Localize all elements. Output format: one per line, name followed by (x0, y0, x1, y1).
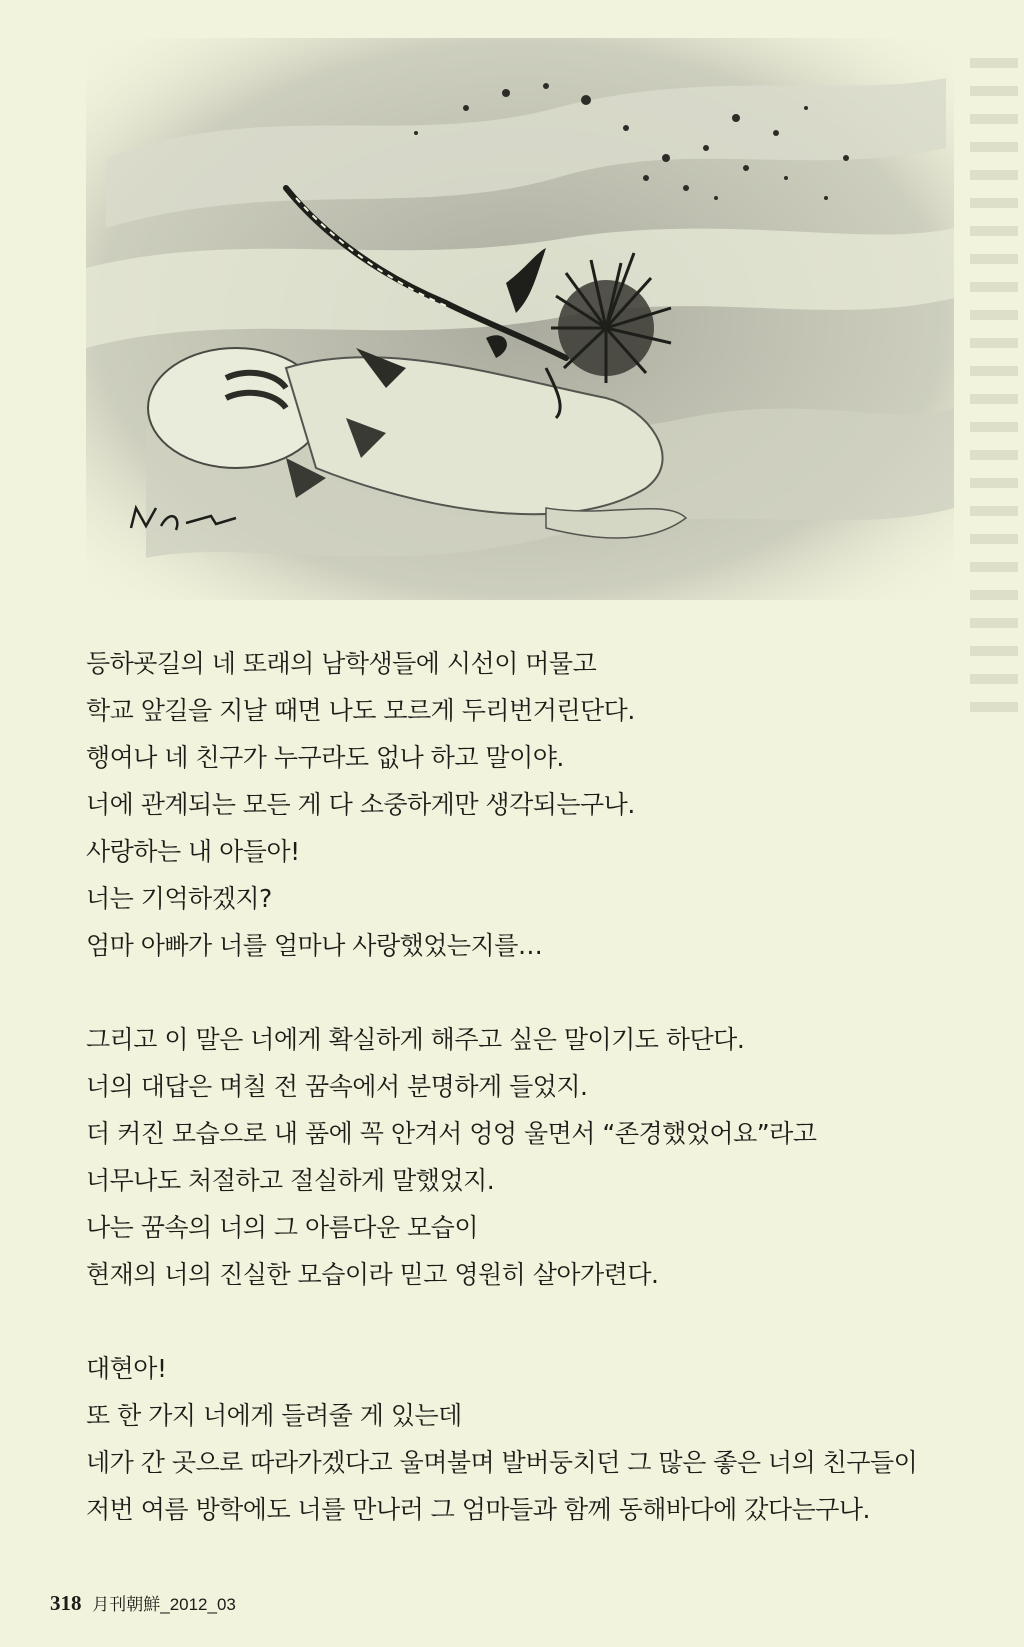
illustration-svg (86, 38, 954, 600)
poem-line: 대현아! (86, 1354, 167, 1383)
stanza-gap (86, 969, 986, 1016)
poem-line: 그리고 이 말은 너에게 확실하게 해주고 싶은 말이기도 하단다. (86, 1025, 745, 1054)
magazine-issue: 月刊朝鮮_2012_03 (92, 1595, 236, 1614)
poem-line: 저번 여름 방학에도 너를 만나러 그 엄마들과 함께 동해바다에 갔다는구나. (86, 1495, 870, 1524)
stanza (86, 1016, 986, 1298)
poem-body (86, 640, 986, 1533)
stanza (86, 640, 986, 969)
poem-line: 행여나 네 친구가 누구라도 없나 하고 말이야. (86, 743, 564, 772)
poem-line: 너의 대답은 며칠 전 꿈속에서 분명하게 들었지. (86, 1072, 588, 1101)
page-number: 318 (50, 1591, 82, 1615)
ink-painting-illustration (86, 38, 954, 600)
stanza-gap (86, 1298, 986, 1345)
poem-line: 너에 관계되는 모든 게 다 소중하게만 생각되는구나. (86, 790, 635, 819)
poem-line: 학교 앞길을 지날 때면 나도 모르게 두리번거린단다. (86, 696, 635, 725)
poem-line: 나는 꿈속의 너의 그 아름다운 모습이 (86, 1213, 478, 1242)
poem-line: 네가 간 곳으로 따라가겠다고 울며불며 발버둥치던 그 많은 좋은 너의 친구들이 (86, 1448, 918, 1477)
poem-line: 너는 기억하겠지? (86, 884, 272, 913)
poem-line: 사랑하는 내 아들아! (86, 837, 300, 866)
page-footer (50, 1590, 236, 1616)
poem-line: 엄마 아빠가 너를 얼마나 사랑했었는지를… (86, 931, 543, 960)
stanza (86, 1345, 986, 1533)
poem-line: 더 커진 모습으로 내 품에 꼭 안겨서 엉엉 울면서 “존경했었어요”라고 (86, 1119, 817, 1148)
poem-line: 또 한 가지 너에게 들려줄 게 있는데 (86, 1401, 462, 1430)
poem-line: 너무나도 처절하고 절실하게 말했었지. (86, 1166, 495, 1195)
poem-line: 등하굣길의 네 또래의 남학생들에 시선이 머물고 (86, 649, 597, 678)
poem-line: 현재의 너의 진실한 모습이라 믿고 영원히 살아가련다. (86, 1260, 659, 1289)
